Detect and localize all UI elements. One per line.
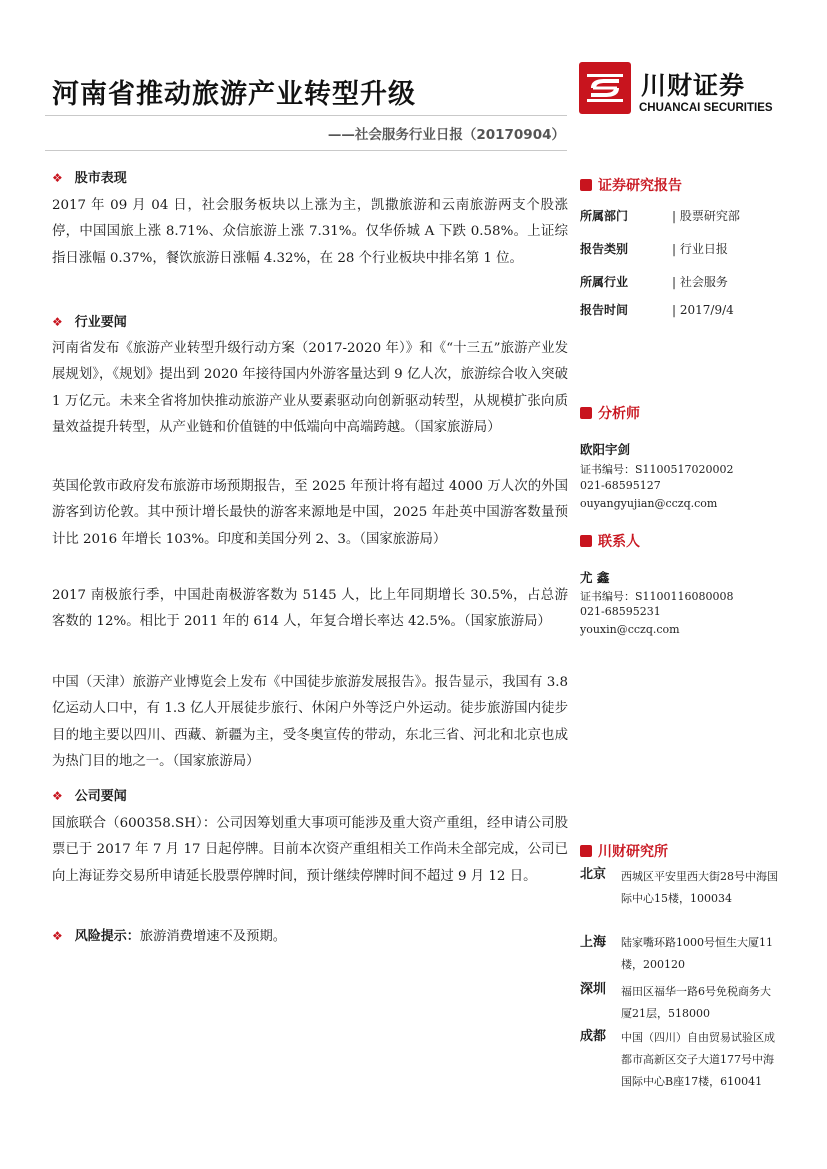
page-title: 河南省推动旅游产业转型升级 bbox=[52, 79, 416, 110]
industry-news-paragraph: 河南省发布《旅游产业转型升级行动方案（2017-2020 年）》和《“十三五”旅游产业发展规划》，《规划》提出到 2020 年接待国内外游客量达到 9 亿人次，旅游综合收入突破 1 万亿元。未来全省将加快推动旅游产业从要素驱动向创新驱动转型，从规模扩张向质量效益提升转型，从产业链和价值链的中低端向中高端跨越。（国家旅游局） bbox=[52, 341, 568, 435]
logo-english-name: CHUANCAI SECURITIES bbox=[639, 102, 773, 114]
contact-name: 尤 鑫 bbox=[580, 570, 610, 585]
logo-emblem-icon bbox=[579, 62, 631, 114]
sidebar-heading-contact: 联系人 bbox=[580, 531, 640, 551]
section-heading-industry: ❖ 行业要闻 bbox=[52, 315, 127, 330]
analyst-name: 欧阳宇剑 bbox=[580, 442, 631, 457]
meta-row-category: 报告类别 | 行业日报 bbox=[580, 242, 728, 256]
logo-chinese-name: 川财证券 bbox=[641, 71, 746, 100]
contact-phone: 021-68595231 bbox=[580, 605, 661, 618]
analyst-email[interactable]: ouyangyujian@cczq.com bbox=[580, 497, 718, 510]
office-city-shenzhen: 深圳 bbox=[580, 982, 607, 997]
square-bullet-icon bbox=[580, 179, 592, 191]
diamond-bullet-icon: ❖ bbox=[52, 929, 63, 943]
report-subtitle: ——社会服务行业日报（20170904） bbox=[327, 127, 565, 143]
square-bullet-icon bbox=[580, 845, 592, 857]
industry-news-paragraph: 英国伦敦市政府发布旅游市场预期报告，至 2025 年预计将有超过 4000 万人次的外国游客到访伦敦。其中预计增长最快的游客来源地是中国，2025 年赴英中国游客数量预计比 2016 年增长 103%。印度和美国分列 2、3。（国家旅游局） bbox=[52, 479, 568, 547]
office-city-beijing: 北京 bbox=[580, 867, 607, 882]
market-paragraph: 2017 年 09 月 04 日，社会服务板块以上涨为主，凯撒旅游和云南旅游两支个股涨停，中国国旅上涨 8.71%、众信旅游上涨 7.31%。仅华侨城 A 下跌 0.58%。上证综指日涨幅 0.37%，餐饮旅游日涨幅 4.32%，在 28 个行业板块中排名第 1 位。 bbox=[52, 198, 568, 266]
section-heading-market: ❖ 股市表现 bbox=[52, 171, 127, 186]
office-city-shanghai: 上海 bbox=[580, 935, 607, 950]
office-address-shenzhen: 福田区福华一路6号免税商务大厦21层，518000 bbox=[621, 985, 771, 1020]
meta-row-department: 所属部门 | 股票研究部 bbox=[580, 209, 740, 223]
sidebar-heading-analyst: 分析师 bbox=[580, 403, 640, 423]
company-logo bbox=[579, 62, 631, 114]
meta-row-industry: 所属行业 | 社会服务 bbox=[580, 275, 728, 289]
contact-email[interactable]: youxin@cczq.com bbox=[580, 623, 680, 636]
meta-row-date: 报告时间 | 2017/9/4 bbox=[580, 303, 734, 317]
industry-news-paragraph: 中国（天津）旅游产业博览会上发布《中国徒步旅游发展报告》。报告显示，我国有 3.8 亿运动人口中，有 1.3 亿人开展徒步旅行、休闲户外等泛户外运动。徒步旅游国内徒步目的地主要以四川、西藏、新疆为主，受冬奥宣传的带动，东北三省、河北和北京也成为热门目的地之一。（国家旅游局） bbox=[52, 675, 568, 769]
header-divider-bottom bbox=[45, 150, 567, 151]
analyst-cert: 证书编号：S1100517020002 bbox=[580, 463, 734, 476]
contact-cert: 证书编号：S1100116080008 bbox=[580, 590, 734, 603]
office-address-chengdu: 中国（四川）自由贸易试验区成都市高新区交子大道177号中海国际中心B座17楼，610041 bbox=[621, 1031, 775, 1088]
office-city-chengdu: 成都 bbox=[580, 1029, 607, 1044]
sidebar-heading-report: 证券研究报告 bbox=[580, 175, 682, 195]
sidebar-heading-institute: 川财研究所 bbox=[580, 841, 668, 861]
diamond-bullet-icon: ❖ bbox=[52, 171, 63, 185]
square-bullet-icon bbox=[580, 407, 592, 419]
office-address-shanghai: 陆家嘴环路1000号恒生大厦11楼，200120 bbox=[621, 936, 773, 971]
section-heading-company: ❖ 公司要闻 bbox=[52, 789, 127, 804]
company-news-paragraph: 国旅联合（600358.SH）：公司因筹划重大事项可能涉及重大资产重组，经申请公司股票已于 2017 年 7 月 17 日起停牌。目前本次资产重组相关工作尚未全部完成，公司已向上海证券交易所申请延长股票停牌时间，预计继续停牌时间不超过 9 月 12 日。 bbox=[52, 816, 568, 884]
analyst-phone: 021-68595127 bbox=[580, 479, 661, 492]
office-address-beijing: 西城区平安里西大街28号中海国际中心15楼，100034 bbox=[621, 870, 778, 905]
risk-warning: ❖ 风险提示：旅游消费增速不及预期。 bbox=[52, 929, 287, 944]
diamond-bullet-icon: ❖ bbox=[52, 789, 63, 803]
diamond-bullet-icon: ❖ bbox=[52, 315, 63, 329]
square-bullet-icon bbox=[580, 535, 592, 547]
industry-news-paragraph: 2017 南极旅行季，中国赴南极游客数为 5145 人，比上年同期增长 30.5%，占总游客数的 12%。相比于 2011 年的 614 人，年复合增长率达 42.5%。（国家旅游局） bbox=[52, 588, 568, 630]
header-divider-top bbox=[45, 115, 567, 116]
